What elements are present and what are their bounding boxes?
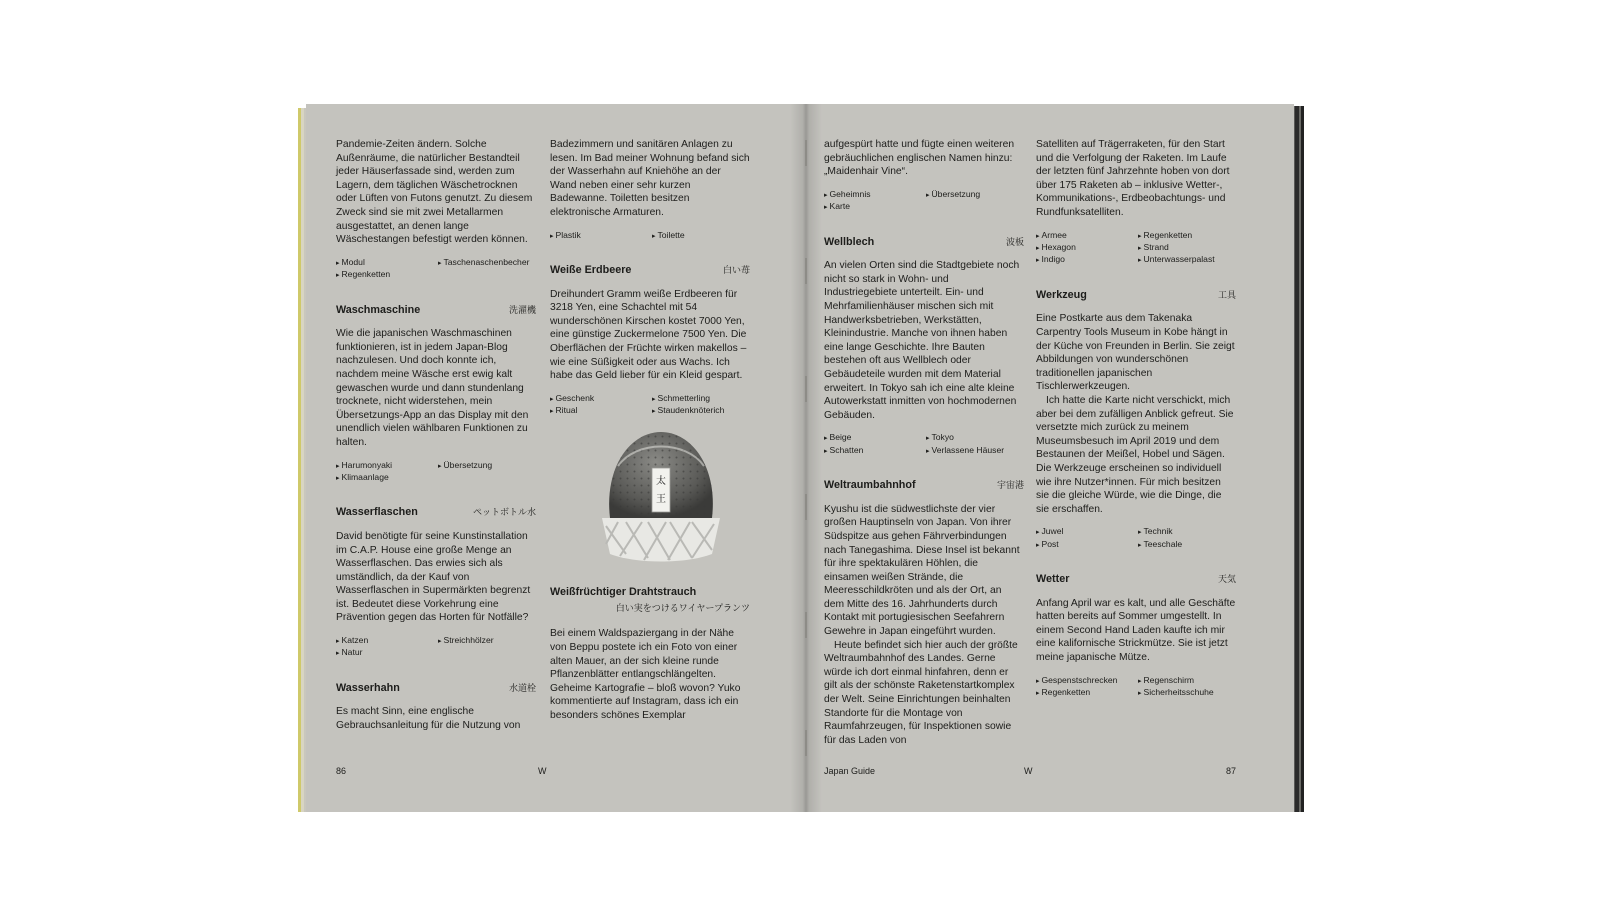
entry-heading bbox=[824, 236, 1024, 250]
entry-japanese: 工具 bbox=[1217, 289, 1236, 300]
binding-stitch bbox=[805, 494, 807, 520]
tag-list bbox=[550, 230, 750, 242]
tag[interactable]: ▸ Klimaanlage bbox=[336, 472, 434, 484]
tag[interactable]: ▸ Post bbox=[1036, 539, 1134, 551]
body-text: Es macht Sinn, eine englische Gebrauchsanleitung für die Nutzung von bbox=[336, 706, 521, 732]
body-text: Kyushu ist die südwestlichste der vier großen Hauptinseln von Japan. Von ihrer Südspitze aus gehen Fährverbindungen nach Tanegashima. Diese Insel ist bekannt für ihre spektakulären Höhlen, die einsamen weißen Strände, die Meeresschildkröten und als der Ort, an dem Mitte des 16. Jahrhunderts durch Kontakt mit portugiesischen Seefahrern Gewehre in Japan eingeführt wurden. bbox=[824, 503, 1020, 638]
entry-japanese: 天気 bbox=[1217, 574, 1236, 585]
tag[interactable]: ▸ Modul bbox=[336, 257, 434, 269]
photo-label-char: 太 bbox=[656, 475, 666, 487]
tag[interactable]: ▸ Regenschirm bbox=[1138, 675, 1236, 687]
entry-title: Weltraumbahnhof bbox=[824, 479, 916, 492]
tag-list bbox=[336, 460, 536, 485]
tag-list bbox=[550, 393, 750, 418]
book-gutter bbox=[790, 104, 822, 812]
entry-title: Wellblech bbox=[824, 235, 875, 248]
entry-heading bbox=[336, 682, 536, 696]
tag[interactable]: ▸ Harumonyaki bbox=[336, 460, 434, 472]
tag[interactable]: ▸ Juwel bbox=[1036, 526, 1134, 538]
tag-list bbox=[336, 257, 536, 282]
running-title: Japan Guide bbox=[824, 766, 876, 776]
tag[interactable]: ▸ Indigo bbox=[1036, 254, 1134, 266]
body-text: David benötigte für seine Kunstinstallation im C.A.P. House eine große Menge an Wasserflaschen. Das erwies sich als umständlich, da der Kauf von Wasserflaschen in Supermärkten begrenzt ist. Bedeutet diese Vorkehrung eine Prävention gegen das Horten für Notfälle? bbox=[336, 530, 531, 624]
tag[interactable]: ▸ Strand bbox=[1138, 242, 1236, 254]
tag[interactable]: ▸ Regenketten bbox=[1036, 687, 1134, 699]
binding-stitch bbox=[805, 140, 807, 166]
column-4 bbox=[1036, 138, 1236, 699]
tag-list bbox=[824, 189, 1024, 214]
white-strawberry-photo bbox=[596, 426, 726, 566]
tag[interactable]: ▸ Hexagon bbox=[1036, 242, 1134, 254]
tag[interactable]: ▸ Taschenaschenbecher bbox=[438, 257, 536, 269]
entry-title: Wasserflaschen bbox=[336, 506, 418, 519]
body-text: Bei einem Waldspaziergang in der Nähe von Beppu postete ich ein Foto von einer alten Mauer, an der sich kleine runde Pflanzenblätter entlangschlängelten. Geheime Kartografie – bloß wovon? Yuko kommentierte auf Instagram, dass ich ein besonders schönes Exemplar bbox=[550, 628, 741, 721]
body-text: Badezimmern und sanitären Anlagen zu lesen. Im Bad meiner Wohnung befand sich der Wasserhahn auf Kniehöhe an der Wand neben einer sehr kurzen Badewanne. Toiletten besitzen elektronische Armaturen. bbox=[550, 139, 750, 218]
entry-title: Waschmaschine bbox=[336, 303, 421, 316]
entry-title: Weiße Erdbeere bbox=[550, 263, 632, 276]
tag-list bbox=[824, 432, 1024, 457]
tag-list bbox=[1036, 230, 1236, 267]
entry-japanese: 宇宙港 bbox=[996, 480, 1024, 491]
tag[interactable]: ▸ Geschenk bbox=[550, 393, 648, 405]
entry-japanese: ペットボトル水 bbox=[472, 507, 536, 518]
column-3 bbox=[824, 138, 1024, 747]
tag[interactable]: ▸ Sicherheitsschuhe bbox=[1138, 687, 1236, 699]
tag-list bbox=[1036, 675, 1236, 700]
section-letter: W bbox=[1024, 766, 1033, 776]
entry-title: Werkzeug bbox=[1036, 288, 1087, 301]
body-text: Heute befindet sich hier auch der größte Weltraumbahnhof des Landes. Gerne würde ich dort einmal hinfahren, denn er gilt als der schönste Raketenstartkomplex der Welt. Seine Einrichtungen beinhalten Standorte für die Montage von Raumfahrzeugen, für Inspektionen sowie für das Laden von bbox=[824, 639, 1018, 746]
tag[interactable]: ▸ Plastik bbox=[550, 230, 648, 242]
entry-heading bbox=[824, 479, 1024, 493]
tag[interactable]: ▸ Streichhölzer bbox=[438, 635, 536, 647]
page-number: 86 bbox=[336, 766, 347, 776]
binding-stitch bbox=[805, 376, 807, 402]
entry-japanese: 白い実をつけるワイヤープランツ bbox=[615, 602, 750, 613]
tag[interactable]: ▸ Natur bbox=[336, 647, 434, 659]
tag[interactable]: ▸ Schmetterling bbox=[652, 393, 750, 405]
entry-heading bbox=[550, 264, 750, 278]
entry-heading bbox=[1036, 573, 1236, 587]
entry-title: Wetter bbox=[1036, 573, 1070, 586]
page-number: 87 bbox=[1226, 766, 1237, 776]
tag[interactable]: ▸ Toilette bbox=[652, 230, 750, 242]
body-text: Ich hatte die Karte nicht verschickt, mich aber bei dem zufälligen Anblick gefreut. Sie versetzte mich zurück zu meinem Museumsbesuch im April 2019 und dem Bestaunen der Meißel, Hobel und Sägen. Die Werkzeuge erscheinen so individuell wie ihre Nutzer*innen. Für mich besitzen sie die gleiche Würde, wie die Dinge, die sie erschaffen. bbox=[1036, 394, 1234, 515]
entry-japanese: 波板 bbox=[1005, 236, 1024, 247]
entry-heading bbox=[1036, 289, 1236, 303]
tag[interactable]: ▸ Tokyo bbox=[926, 432, 1024, 444]
tag[interactable]: ▸ Technik bbox=[1138, 526, 1236, 538]
tag[interactable]: ▸ Gespenstschrecken bbox=[1036, 675, 1134, 687]
body-text: Satelliten auf Trägerraketen, für den Start und die Verfolgung der Raketen. Im Laufe der letzten fünf Jahrzehnte hoben von dort über 175 Raketen ab – inklusive Wetter-, Kommunikations-, Erdbeobachtungs- und Rundfunksatelliten. bbox=[1036, 139, 1230, 218]
entry-heading bbox=[336, 506, 536, 520]
photo-label-char: 王 bbox=[656, 493, 666, 505]
body-text: Anfang April war es kalt, und alle Geschäfte hatten bereits auf Sommer umgestellt. In einem Second Hand Laden kaufte ich mir eine kalifornische Strickmütze. Sie ist jetzt meine japanische Mütze. bbox=[1036, 597, 1236, 664]
entry-heading bbox=[550, 586, 750, 615]
tag[interactable]: ▸ Regenketten bbox=[1138, 230, 1236, 242]
entry-japanese: 水道栓 bbox=[508, 682, 536, 693]
body-text: Dreihundert Gramm weiße Erdbeeren für 3218 Yen, eine Schachtel mit 54 wunderschönen Kirschen kostet 7000 Yen, eine günstige Zuckermelone 7500 Yen. Die Oberflächen der Früchte wirken makellos – wie eine Süßigkeit oder aus Wachs. Ich habe das Geld lieber für ein Kleid gespart. bbox=[550, 288, 747, 382]
tag[interactable]: ▸ Beige bbox=[824, 432, 922, 444]
section-letter: W bbox=[538, 766, 547, 776]
tag[interactable]: ▸ Ritual bbox=[550, 405, 648, 417]
column-1 bbox=[336, 138, 536, 733]
tag[interactable]: ▸ Teeschale bbox=[1138, 539, 1236, 551]
tag[interactable]: ▸ Schatten bbox=[824, 445, 922, 457]
body-text: Eine Postkarte aus dem Takenaka Carpentry Tools Museum in Kobe hängt in der Küche von Freunden in Berlin. Sie zeigt Abbildungen von wunderschönen traditionellen japanischen Tischlerwerkzeugen. bbox=[1036, 313, 1235, 393]
tag[interactable]: ▸ Karte bbox=[824, 201, 922, 213]
body-text: An vielen Orten sind die Stadtgebiete noch nicht so stark in Wohn- und Industriegebiete unterteilt. Ein- und Mehrfamilienhäuser mischen sich mit Handwerksbetrieben, Werkstätten, Kleinindustrie. Manche von ihnen haben eine lange Geschichte. Ihre Bauten bestehen oft aus Wellblech oder Gebäudeteile wurden mit dem Material erweitert. In Tokyo sah ich eine alte kleine Autowerkstatt inmitten von hochmodernen Gebäuden. bbox=[824, 260, 1020, 421]
tag[interactable]: ▸ Regenketten bbox=[336, 269, 434, 281]
tag-list bbox=[1036, 526, 1236, 551]
entry-japanese: 白い苺 bbox=[722, 264, 750, 275]
column-2 bbox=[550, 138, 750, 722]
tag[interactable]: ▸ Übersetzung bbox=[926, 189, 1024, 201]
tag[interactable]: ▸ Unterwasserpalast bbox=[1138, 254, 1236, 266]
paper-label bbox=[652, 468, 670, 512]
entry-title: Wasserhahn bbox=[336, 681, 400, 694]
tag[interactable]: ▸ Katzen bbox=[336, 635, 434, 647]
entry-heading bbox=[336, 304, 536, 318]
tag[interactable]: ▸ Geheimnis bbox=[824, 189, 922, 201]
entry-title: Weißfrüchtiger Drahtstrauch bbox=[550, 586, 697, 599]
binding-stitch bbox=[805, 612, 807, 638]
tag[interactable]: ▸ Staudenknöterich bbox=[652, 405, 750, 417]
body-text: Pandemie-Zeiten ändern. Solche Außenräume, die natürlicher Bestandteil jeder Häuserfassade sind, werden zum Lagern, dem täglichen Wäschetrocknen oder Lüften von Futons genutzt. Zu diesem Zweck sind sie mit zwei Metallarmen ausgestattet, an denen lange Wäschestangen befestigt werden können. bbox=[336, 139, 533, 246]
tag-list bbox=[336, 635, 536, 660]
tag[interactable]: ▸ Verlassene Häuser bbox=[926, 445, 1024, 457]
body-text: Wie die japanischen Waschmaschinen funktionieren, ist in jedem Japan-Blog nachzulesen. Und doch konnte ich, nachdem meine Wäsche erst ewig kalt gewaschen wurde und dann stundenlang trocknete, nicht widerstehen, mein Übersetzungs-App an das Display mit den unendlich vielen wählbaren Funktionen zu halten. bbox=[336, 328, 529, 448]
tag[interactable]: ▸ Armee bbox=[1036, 230, 1134, 242]
binding-stitch bbox=[805, 730, 807, 756]
body-text: aufgespürt hatte und fügte einen weiteren gebräuchlichen englischen Namen hinzu: „Maidenhair Vine“. bbox=[824, 139, 1015, 178]
tag[interactable]: ▸ Übersetzung bbox=[438, 460, 536, 472]
entry-japanese: 洗濯機 bbox=[508, 304, 536, 315]
binding-stitch bbox=[805, 258, 807, 284]
